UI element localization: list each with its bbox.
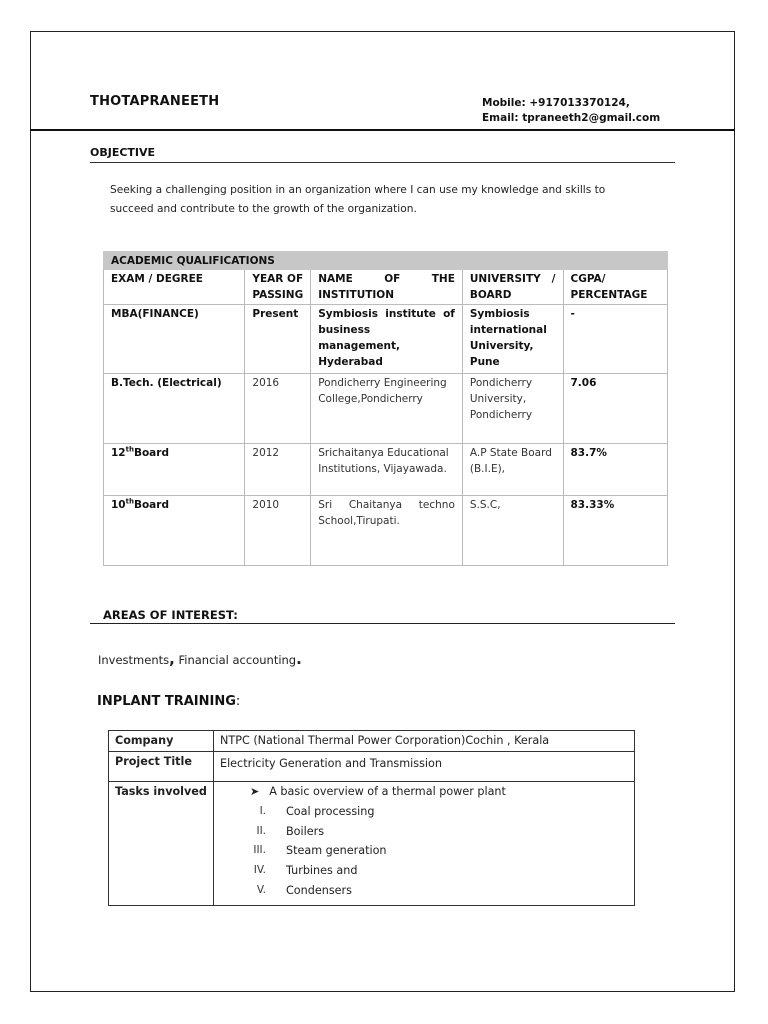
table-row xyxy=(109,752,635,782)
project-title-value: Electricity Generation and Transmission xyxy=(214,752,635,782)
exam-number: 10 xyxy=(111,499,126,511)
list-item xyxy=(220,802,628,822)
university-cell: Symbiosis international University, Pune xyxy=(462,305,563,374)
year-cell: 2012 xyxy=(245,444,311,496)
exam-rest: Board xyxy=(133,447,169,459)
academic-title: ACADEMIC QUALIFICATIONS xyxy=(104,252,668,270)
project-title-label: Project Title xyxy=(109,752,214,782)
table-row xyxy=(104,374,668,444)
list-text: Steam generation xyxy=(286,844,387,858)
objective-divider xyxy=(90,162,675,163)
contact-block xyxy=(482,96,660,126)
institution-cell: Pondicherry Engineering College,Pondicherry xyxy=(311,374,463,444)
company-label: Company xyxy=(109,731,214,752)
list-text: Condensers xyxy=(286,883,352,897)
academic-header-row xyxy=(104,270,668,305)
university-cell: Pondicherry University, Pondicherry xyxy=(462,374,563,444)
tasks-intro xyxy=(220,783,628,801)
header-divider xyxy=(30,129,735,131)
exam-ordinal: th xyxy=(125,497,134,506)
list-number: V. xyxy=(256,883,266,896)
list-number: III. xyxy=(253,844,266,857)
list-item xyxy=(220,881,628,901)
col-header-institution: NAME OF THE INSTITUTION xyxy=(311,270,463,305)
col-header-score: CGPA/ PERCENTAGE xyxy=(563,270,668,305)
interest-separator: , xyxy=(169,650,175,668)
exam-cell: MBA(FINANCE) xyxy=(104,305,245,374)
list-item xyxy=(220,861,628,881)
company-value: NTPC (National Thermal Power Corporation)Cochin , Kerala xyxy=(214,731,635,752)
col-header-exam: EXAM / DEGREE xyxy=(104,270,245,305)
tasks-intro-text: A basic overview of a thermal power plant xyxy=(269,785,506,798)
score-cell: - xyxy=(563,305,668,374)
exam-cell xyxy=(104,496,245,566)
list-text: Coal processing xyxy=(286,805,375,818)
list-text: Turbines and xyxy=(286,864,358,878)
interest-item: Financial accounting xyxy=(178,653,297,667)
exam-cell xyxy=(104,444,245,496)
tasks-cell xyxy=(214,782,635,906)
year-cell: Present xyxy=(245,305,311,374)
exam-rest: Board xyxy=(133,499,169,511)
objective-text: Seeking a challenging position in an organization where I can use my knowledge and skills to succeed and contribute to the growth of the organization. xyxy=(110,184,606,215)
col-header-university: UNIVERSITY / BOARD xyxy=(462,270,563,305)
table-row xyxy=(109,731,635,752)
exam-number: 12 xyxy=(111,447,126,459)
list-item xyxy=(220,841,628,861)
tasks-list xyxy=(220,802,628,901)
score-cell: 83.33% xyxy=(563,496,668,566)
year-cell: 2010 xyxy=(245,496,311,566)
mobile-number: Mobile: +917013370124, xyxy=(482,97,630,109)
tasks-label: Tasks involved xyxy=(109,782,214,906)
interest-divider xyxy=(90,623,675,624)
list-number: I. xyxy=(259,805,266,817)
year-cell: 2016 xyxy=(245,374,311,444)
arrow-bullet-icon: ➤ xyxy=(250,785,260,798)
inplant-table xyxy=(108,730,635,906)
academic-table xyxy=(103,251,668,566)
exam-ordinal: th xyxy=(125,445,134,454)
table-row xyxy=(104,444,668,496)
inplant-heading xyxy=(97,694,240,709)
university-cell: A.P State Board (B.I.E), xyxy=(462,444,563,496)
list-item xyxy=(220,822,628,842)
col-header-year: YEAR OF PASSING xyxy=(245,270,311,305)
list-text: Boilers xyxy=(286,824,325,838)
university-cell: S.S.C, xyxy=(462,496,563,566)
inplant-heading-text: INPLANT TRAINING xyxy=(97,694,236,709)
list-number: IV. xyxy=(253,864,266,877)
table-row xyxy=(104,305,668,374)
list-number: II. xyxy=(256,824,266,837)
objective-heading: OBJECTIVE xyxy=(90,146,156,159)
candidate-name: THOTAPRANEETH xyxy=(90,94,220,109)
academic-title-row xyxy=(104,252,668,270)
interest-text xyxy=(98,650,302,668)
score-cell: 7.06 xyxy=(563,374,668,444)
email-address: Email: tpraneeth2@gmail.com xyxy=(482,112,661,124)
score-cell: 83.7% xyxy=(563,444,668,496)
institution-cell: Symbiosis institute of business management, Hyderabad xyxy=(311,305,463,374)
institution-cell: Srichaitanya Educational Institutions, Vijayawada. xyxy=(311,444,463,496)
interest-end: . xyxy=(296,650,302,668)
exam-cell: B.Tech. (Electrical) xyxy=(104,374,245,444)
interest-heading: AREAS OF INTEREST: xyxy=(103,608,238,622)
table-row xyxy=(109,782,635,906)
table-row xyxy=(104,496,668,566)
interest-item: Investments xyxy=(98,653,170,667)
inplant-heading-colon: : xyxy=(235,694,241,709)
institution-cell: Sri Chaitanya techno School,Tirupati. xyxy=(311,496,463,566)
